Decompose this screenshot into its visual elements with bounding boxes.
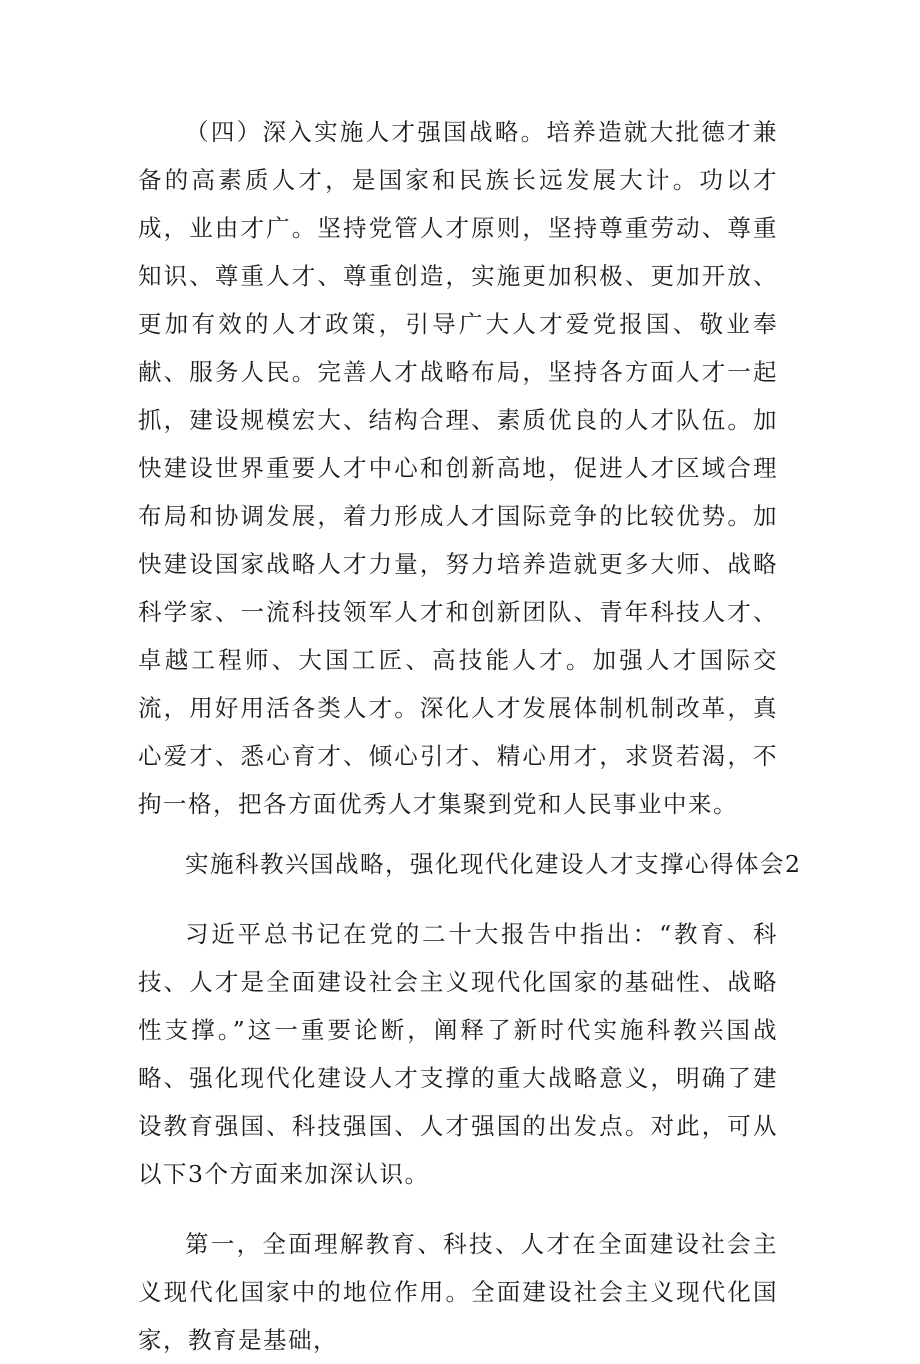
section-title: 实施科教兴国战略，强化现代化建设人才支撑心得体会2 (185, 850, 802, 878)
paragraph-talent-strategy: （四）深入实施人才强国战略。培养造就大批德才兼备的高素质人才，是国家和民族长远发展大计。功以才成，业由才广。坚持党管人才原则，坚持尊重劳动、尊重知识、尊重人才、尊重创造，实施更加积极、更加开放、更加有效的人才政策，引导广大人才爱党报国、敬业奉献、服务人民。完善人才战略布局，坚持各方面人才一起抓，建设规模宏大、结构合理、素质优良的人才队伍。加快建设世界重要人才中心和创新高地，促进人才区域合理布局和协调发展，着力形成人才国际竞争的比较优势。加快建设国家战略人才力量，努力培养造就更多大师、战略科学家、一流科技领军人才和创新团队、青年科技人才、卓越工程师、大国工匠、高技能人才。加强人才国际交流，用好用活各类人才。深化人才发展体制机制改革，真心爱才、悉心育才、倾心引才、精心用才，求贤若渴，不拘一格，把各方面优秀人才集聚到党和人民事业中来。 (138, 118, 778, 818)
document-body (138, 108, 802, 1364)
paragraph-intro: 习近平总书记在党的二十大报告中指出：“教育、科技、人才是全面建设社会主义现代化国家的基础性、战略性支撑。”这一重要论断，阐释了新时代实施科教兴国战略、强化现代化建设人才支撑的重大战略意义，明确了建设教育强国、科技强国、人才强国的出发点。对此，可从以下3个方面来加深认识。 (138, 920, 778, 1188)
paragraph-point-one: 第一，全面理解教育、科技、人才在全面建设社会主义现代化国家中的地位作用。全面建设社会主义现代化国家，教育是基础， (138, 1230, 778, 1354)
